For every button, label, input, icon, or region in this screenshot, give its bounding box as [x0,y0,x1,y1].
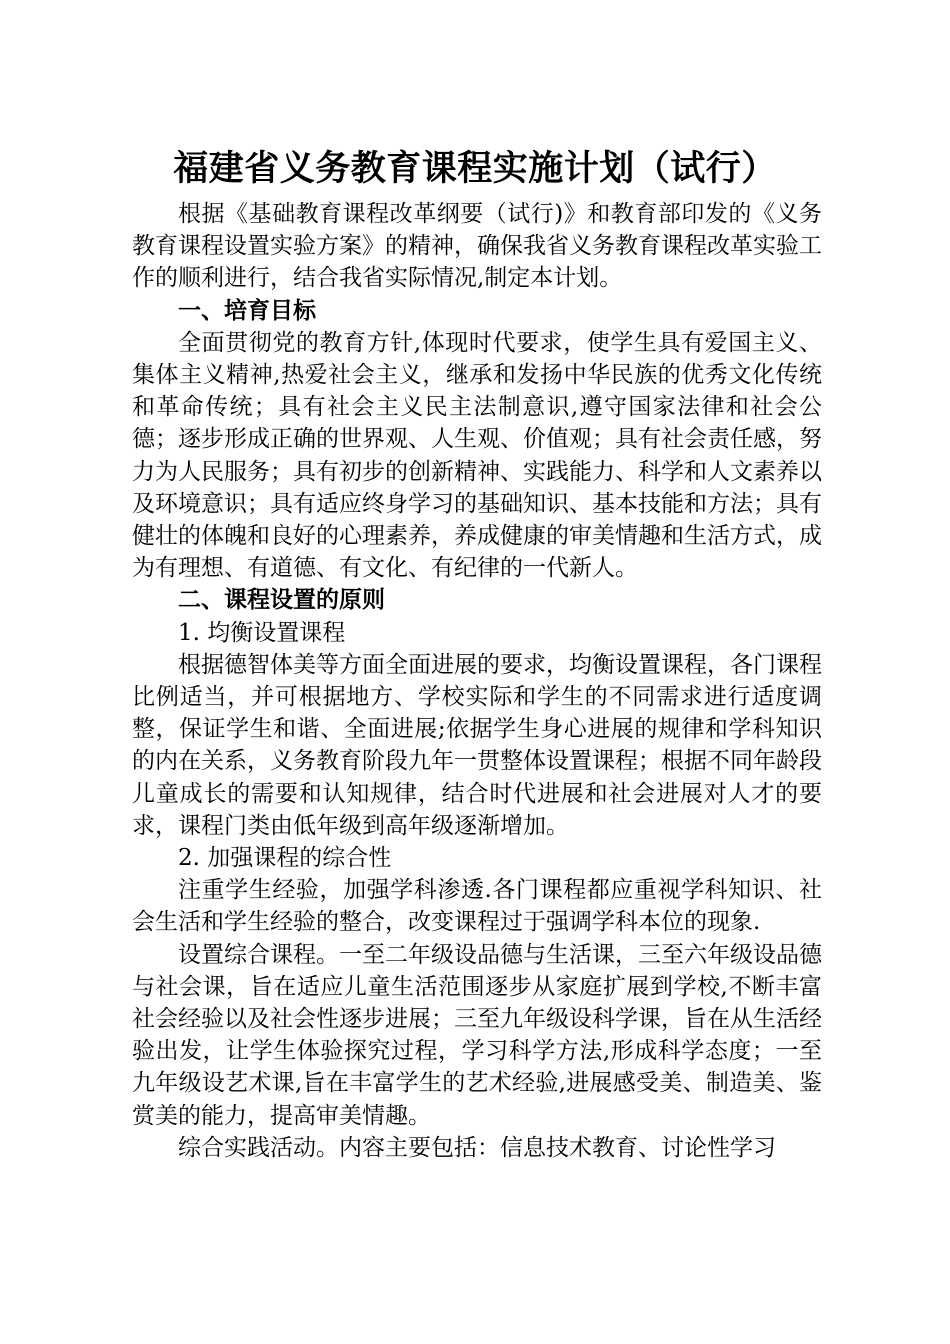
comprehensive-paragraph-practice-activities: 综合实践活动。内容主要包括：信息技术教育、讨论性学习 [178,1134,776,1161]
training-goals-paragraph: 全面贯彻党的教育方针,体现时代要求，使学生具有爱国主义、集体主义精神,热爱社会主义，继承和发扬中华民族的优秀文化传统和革命传统；具有社会主义民主法制意识,遵守国家法律和社会公德；逐步形成正确的世界观、人生观、价值观；具有社会责任感，努力为人民服务；具有初步的创新精神、实践能力、科学和人文素养以及环境意识；具有适应终身学习的基础知识、基本技能和方法；具有健壮的体魄和良好的心理素养，养成健康的审美情趣和生活方式，成为有理想、有道德、有文化、有纪律的一代新人。 [132,329,822,582]
section-heading-curriculum-principles: 二、课程设置的原则 [178,587,385,614]
section-heading-training-goals: 一、培育目标 [178,297,316,324]
document-body [132,198,822,1164]
document-title: 福建省义务教育课程实施计划（试行） [173,149,777,189]
subheading-balanced-curriculum: 1. 均衡设置课程 [178,619,346,646]
balanced-curriculum-paragraph: 根据德智体美等方面全面进展的要求，均衡设置课程，各门课程比例适当，并可根据地方、学校实际和学生的不同需求进行适度调整，保证学生和谐、全面进展;依据学生身心进展的规律和学科知识的内在关系，义务教育阶段九年一贯整体设置课程；根据不同年龄段儿童成长的需要和认知规律，结合时代进展和社会进展对人才的要求，课程门类由低年级到高年级逐渐增加。 [132,651,822,839]
comprehensive-paragraph-experience: 注重学生经验，加强学科渗透.各门课程都应重视学科知识、社会生活和学生经验的整合，改变课程过于强调学科本位的现象. [132,877,822,936]
subheading-comprehensive-curriculum: 2. 加强课程的综合性 [178,845,392,872]
intro-paragraph: 根据《基础教育课程改革纲要（试行)》和教育部印发的《义务教育课程设置实验方案》的精神，确保我省义务教育课程改革实验工作的顺利进行，结合我省实际情况,制定本计划。 [132,201,822,292]
comprehensive-paragraph-integrated-courses: 设置综合课程。一至二年级设品德与生活课，三至六年级设品德与社会课，旨在适应儿童生活范围逐步从家庭扩展到学校,不断丰富社会经验以及社会性逐步进展；三至九年级设科学课，旨在从生活经验出发，让学生体验探究过程，学习科学方法,形成科学态度；一至九年级设艺术课,旨在丰富学生的艺术经验,进展感受美、制造美、鉴赏美的能力，提高审美情趣。 [132,941,822,1129]
